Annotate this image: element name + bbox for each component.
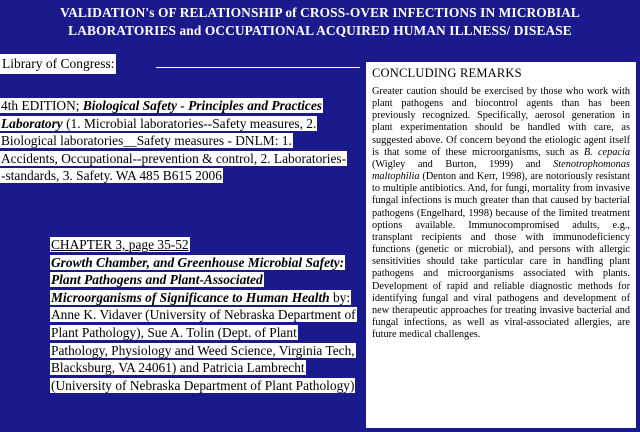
chapter-authors: by: Anne K. Vidaver (University of Nebraska Department of Plant Pathology), Sue A. Tolin (Dept. of Plant Pathology, Physiology and Weed Science, Virginia Tech, Blacksburg, VA 24061) and Patricia Lambrecht (University of Nebraska Department of Plant Pathology) [51,289,356,393]
concluding-remarks-panel [366,62,636,428]
edition-citation [0,97,350,185]
chapter-heading: CHAPTER 3, page 35-52 [51,237,189,252]
title-line-1: VALIDATION's OF RELATIONSHIP of CROSS-OVER INFECTIONS IN MICROBIAL [60,5,580,20]
remarks-heading: CONCLUDING REMARKS [372,66,522,80]
library-of-congress-label: Library of Congress: [0,54,116,74]
organism-name: B. cepacia [583,146,630,158]
remarks-text-c: (Denton and Kerr, 1998), are notoriously resistant to multiple antibiotics. And, for fungi, mortality from invasive fungal infections is much greater than that caused by bacterial pathogens (Engelhard, 1998) because of the limited treatment options available. Immunocompromised adults, e.g., transplant recipients and those with immunodeficiency functions (genetic or microbial), and persons with allergic sensitivities should take particular care in handling plant pathogens and microorganisms associated with plants. Development of rapid and reliable diagnostic methods for identifying fungal and viral pathogens and development of new therapeutic approaches for treating invasive bacterial and fungal infections, as well as viral-associated allergies, are future medical challenges. [372,171,630,341]
remarks-text-a: Greater caution should be exercised by those who work with plant pathogens and biocontrol agents than has been previously recognized. Specifically, aerosol generation in plant experimentation should be handled with care, as suggested above. Of concern beyond the etiologic agent itself is that some of these microorganisms, such as [372,86,630,158]
book-title: Biological Safety - Principles and Practices Laboratory [1,98,322,131]
edition-subjects: (1. Microbial laboratories--Safety measures, 2. Biological laboratories__Safety measures - DNLM: 1. Accidents, Occupational--prevention & control, 2. Laboratories--standards, 3. Safety. WA 485 B615 2006 [1,115,347,184]
remarks-text-b: (Wigley and Burton, 1999) and [372,158,554,170]
chapter-title: Growth Chamber, and Greenhouse Microbial Safety: Plant Pathogens and Plant-Associated Microorganisms of Significance to Human Health [51,254,345,305]
chapter-citation [50,236,356,394]
title-line-2: LABORATORIES and OCCUPATIONAL ACQUIRED HUMAN ILLNESS/ DISEASE [68,23,572,38]
edition-lead: 4th EDITION; [1,98,83,113]
divider-line [156,67,360,68]
page-title [0,4,640,40]
organism-name: Stenotrophomonas maltophilia [372,158,630,183]
remarks-body [372,86,630,341]
